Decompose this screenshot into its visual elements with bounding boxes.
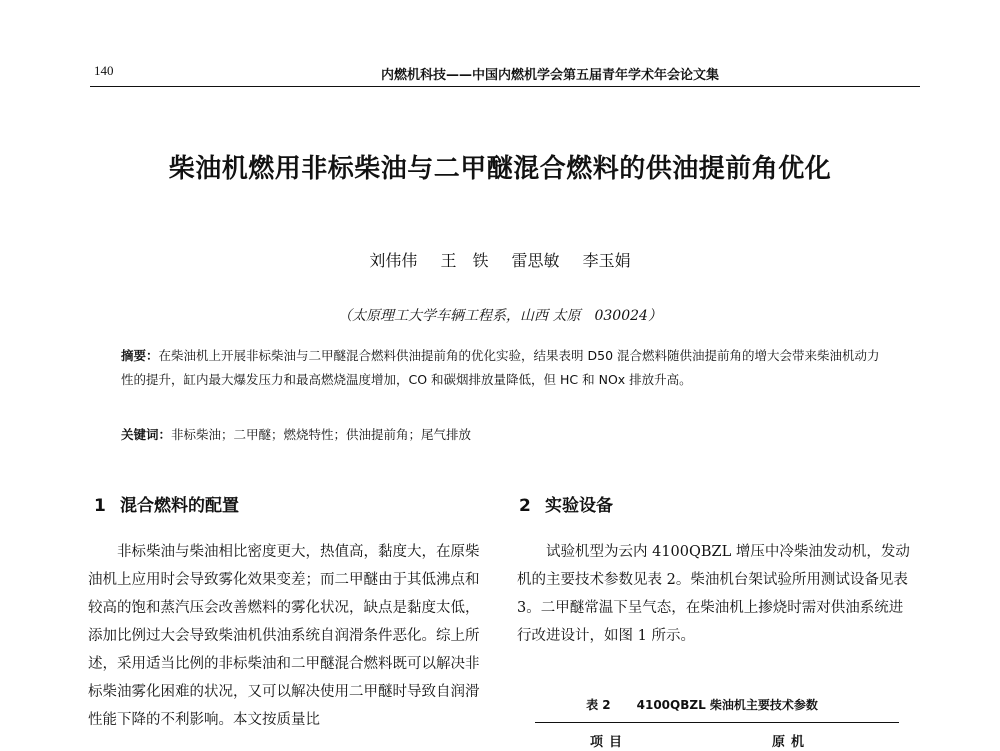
- paragraph: 非标柴油与柴油相比密度更大，热值高，黏度大，在原柴油机上应用时会导致雾化效果变差；而二甲醚由于其低沸点和较高的饱和蒸汽压会改善燃料的雾化状况，缺点是黏度太低，添加比例过大会导致柴油机供油系统自润滑条件恶化。综上所述，采用适当比例的非标柴油和二甲醚混合燃料既可以解决非标柴油雾化困难的状况，又可以解决使用二甲醚时导致自润滑性能下降的不利影响。本文按质量比: [88, 544, 480, 728]
- abstract-text: 在柴油机上开展非标柴油与二甲醚混合燃料供油提前角的优化实验，结果表明 D50 混合燃料随供油提前角的增大会带来柴油机动力性的提升，缸内最大爆发压力和最高燃烧温度增加，CO 和碳烟排放量降低，但 HC 和 NOx 排放升高。: [121, 348, 880, 387]
- author: 李玉娟: [582, 251, 631, 270]
- keywords: [121, 425, 471, 443]
- abstract: [121, 344, 891, 392]
- section-number: 1: [94, 496, 106, 516]
- running-header: 内燃机科技——中国内燃机学会第五届青年学术年会论文集: [380, 68, 719, 83]
- author: 刘伟伟: [369, 251, 418, 270]
- table-caption-text: 4100QBZL 柴油机主要技术参数: [636, 698, 818, 712]
- page-number: 140: [94, 63, 114, 78]
- section-2-heading: [519, 491, 613, 516]
- paragraph: 试验机型为云内 4100QBZL 增压中冷柴油发动机，发动机的主要技术参数见表 2。柴油机台架试验所用测试设备见表 3。二甲醚常温下呈气态，在柴油机上掺烧时需对供油系统进行改进设计，如图 1 所示。: [517, 544, 910, 644]
- table-header-original: 原机: [772, 735, 811, 750]
- table-caption: [517, 696, 913, 713]
- section-number: 2: [519, 496, 531, 516]
- paper-title: 柴油机燃用非标柴油与二甲醚混合燃料的供油提前角优化: [168, 154, 832, 184]
- keywords-label: 关键词：: [121, 427, 172, 442]
- author: 王 铁: [440, 251, 489, 270]
- abstract-label: 摘要：: [121, 348, 159, 363]
- header-rule: [90, 86, 920, 87]
- section-2-body: [517, 538, 913, 650]
- section-title: 混合燃料的配置: [120, 496, 239, 516]
- section-1-heading: [94, 491, 239, 516]
- affiliation: （太原理工大学车辆工程系，山西 太原 030024）: [338, 308, 662, 324]
- keywords-text: 非标柴油；二甲醚；燃烧特性；供油提前角；尾气排放: [171, 427, 472, 442]
- author-list: [0, 248, 1000, 271]
- section-1-body: [88, 538, 484, 734]
- table-top-rule: [535, 722, 899, 723]
- table-label: 表 2: [586, 698, 611, 712]
- table-header-item: 项目: [590, 735, 629, 750]
- section-title: 实验设备: [545, 496, 613, 516]
- author: 雷思敏: [511, 251, 560, 270]
